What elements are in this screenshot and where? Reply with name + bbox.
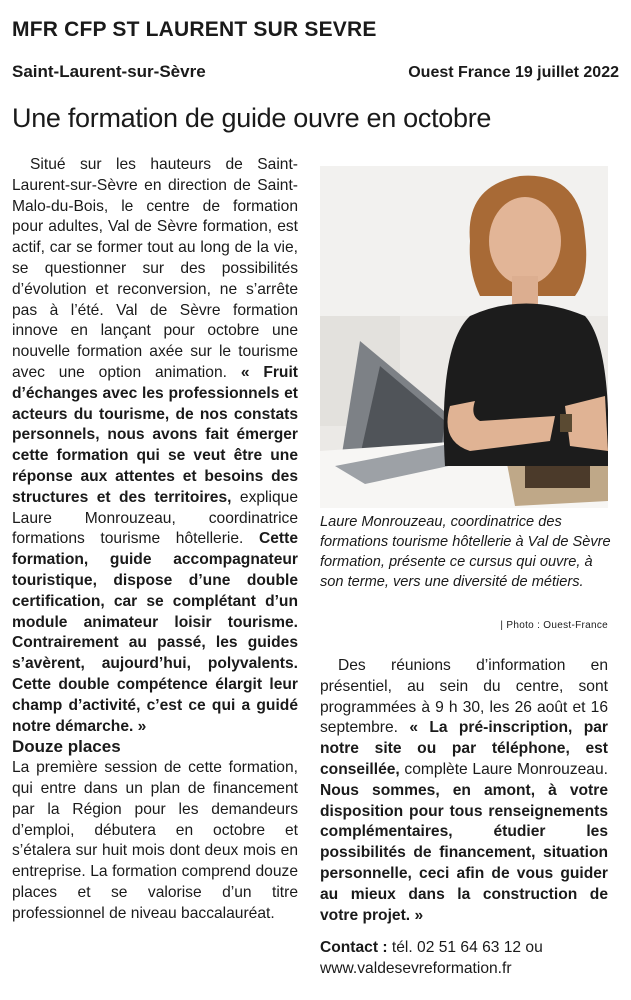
quote-2: Cette formation, guide accompagnateur touristique, dispose d’une double certification, car se complétant d’un module animateur loisir tourisme. Contrairement au passé, les guides s’avèrent, aujourd’hui, polyvalents. Cette double compétence élargit leur champ d’activité, c’est ce qui a guidé notre démarche. »	[12, 530, 298, 735]
contact-details: tél. 02 51 64 63 12 ou www.valdesevreformation.fr	[320, 939, 543, 978]
photo-caption: Laure Monrouzeau, coordinatrice des formations tourisme hôtellerie à Val de Sèvre formation, présente ce cursus qui ouvre, à son terme, vers une diversité de métiers.	[320, 514, 611, 590]
source-date: Ouest France 19 juillet 2022	[408, 64, 619, 81]
article-right-column	[320, 656, 608, 980]
publication-org: MFR CFP ST LAURENT SUR SEVRE	[12, 18, 377, 41]
subheading: Douze places	[12, 737, 121, 757]
article-photo	[320, 166, 608, 508]
article-left-column	[12, 155, 298, 924]
quote-3: « La pré-inscription, par notre site ou par téléphone, est conseillée,	[320, 719, 608, 778]
location: Saint-Laurent-sur-Sèvre	[12, 62, 206, 81]
quote-4: Nous sommes, en amont, à votre disposition pour tous renseignements complémentaires, étudier les possibilités de financement, situation personnelle, ceci afin de vous guider au mieux dans la construction de votre projet. »	[320, 781, 608, 924]
paragraph-1: Situé sur les hauteurs de Saint-Laurent-sur-Sèvre en direction de Saint-Malo-du-Bois, le centre de formation pour adultes, Val de Sèvre formation, est actif, car se former tout au long de la vie, se questionner sur des possibilités d’évolution et reconversion, ne s’arrête pas à l’été. Val de Sèvre formation innove en lançant pour octobre une nouvelle formation axée sur le tourisme avec une option animation. « Fruit d’échanges avec les professionnels et acteurs du tourisme, de nos constats personnels, nous avons fait émerger cette formation qui se veut être une réponse aux attentes et besoins des structures et des territoires, explique Laure Monrouzeau, coordinatrice formations tourisme hôtellerie. Cette formation, guide accompagnateur touristique, dispose d’une double certification, car se complétant d’un module animateur loisir tourisme. Contrairement au passé, les guides s’avèrent, aujourd’hui, polyvalents. Cette double compétence élargit leur champ d’activité, c’est ce qui a guidé notre démarche. »	[12, 156, 298, 735]
portrait-image	[320, 166, 608, 508]
headline: Une formation de guide ouvre en octobre	[12, 103, 492, 133]
paragraph-2: La première session de cette formation, qui entre dans un plan de financement par la Région pour les demandeurs d’emploi, débutera en octobre et s’étalera sur huit mois dont deux mois en entreprise. La formation comprend douze places et se valorise d’un titre professionnel de niveau baccalauréat.	[12, 759, 298, 922]
photo-credit: | Photo : Ouest-France	[500, 620, 608, 631]
header-row	[12, 62, 619, 82]
contact-line	[320, 938, 608, 980]
paragraph-3: Des réunions d’information en présentiel, au sein du centre, sont programmées à 9 h 30, les 26 août et 16 septembre. « La pré-inscription, par notre site ou par téléphone, est conseillée, complète Laure Monrouzeau. Nous sommes, en amont, à votre disposition pour tous renseignements complémentaires, étudier les possibilités de financement, situation personnelle, ceci afin de vous guider au mieux dans la construction de votre projet. »	[320, 657, 608, 924]
contact-label: Contact :	[320, 939, 388, 957]
quote-1: « Fruit d’échanges avec les professionnels et acteurs du tourisme, de nos constats personnels, nous avons fait émerger cette formation qui se veut être une réponse aux attentes et besoins des structures et des territoires,	[12, 363, 298, 506]
